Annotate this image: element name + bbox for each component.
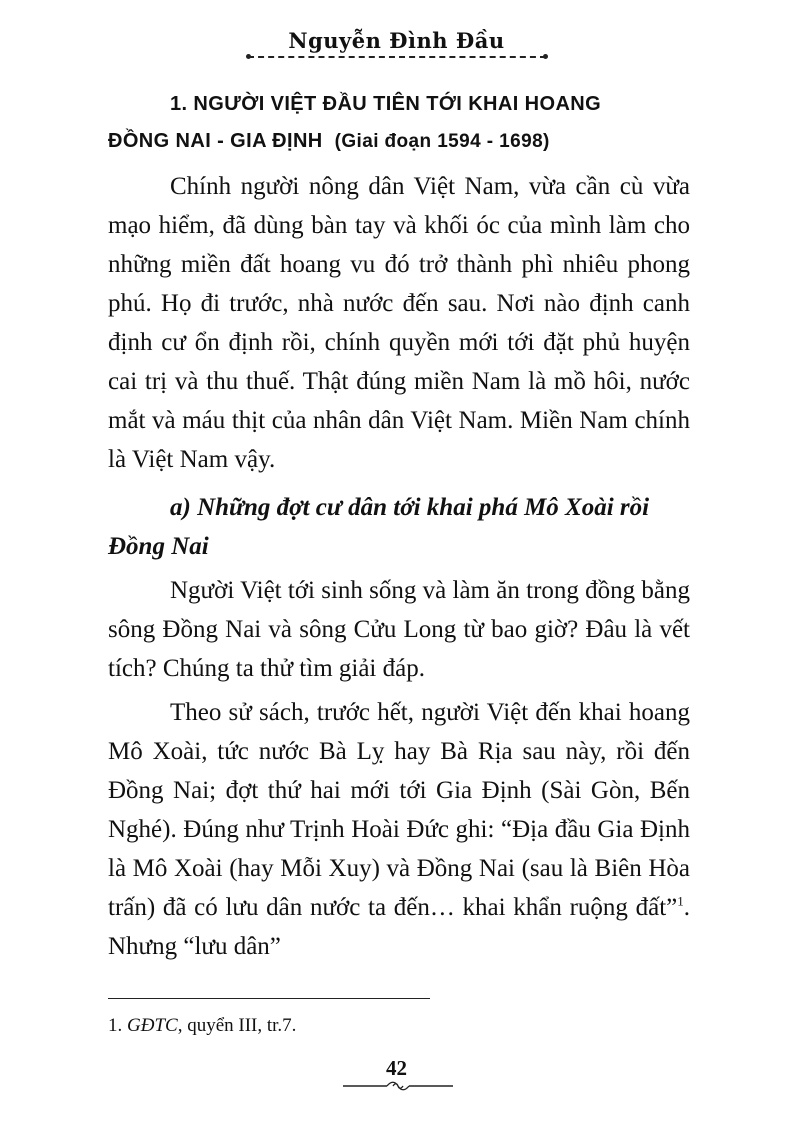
- footnote-divider: [108, 998, 430, 999]
- section-heading-place: ĐỒNG NAI - GIA ĐỊNH: [108, 130, 323, 152]
- footnote-number: 1.: [108, 1015, 123, 1036]
- section-heading: [108, 86, 698, 160]
- subsection-heading: a) Những đợt cư dân tới khai phá Mô Xoài rồi Đồng Nai: [108, 494, 650, 560]
- page-ornament-icon: [343, 1081, 453, 1091]
- paragraph-question: Người Việt tới sinh sống và làm ăn trong đồng bằng sông Đồng Nai và sông Cửu Long từ bao giờ? Đâu là vết tích? Chúng ta thử tìm giải đáp.: [108, 577, 690, 682]
- paragraph-history: [108, 693, 690, 966]
- page-number: 42: [386, 1056, 407, 1080]
- running-header: Nguyễn Đình Đầu: [288, 28, 505, 53]
- section-heading-line1: 1. NGƯỜI VIỆT ĐẦU TIÊN TỚI KHAI HOANG: [170, 93, 602, 115]
- paragraph-history-tail: . Nhưng “lưu dân”: [108, 894, 690, 960]
- footnote-detail: , quyển III, tr.7.: [177, 1015, 297, 1036]
- paragraph-intro: Chính người nông dân Việt Nam, vừa cần cù vừa mạo hiểm, đã dùng bàn tay và khối óc của mình làm cho những miền đất hoang vu đó trở thành phì nhiêu phong phú. Họ đi trước, nhà nước đến sau. Nơi nào định canh định cư ổn định rồi, chính quyền mới tới đặt phủ huyện cai trị và thu thuế. Thật đúng miền Nam là mồ hôi, nước mắt và máu thịt của nhân dân Việt Nam. Miền Nam chính là Việt Nam vậy.: [108, 173, 690, 473]
- header-dashed-rule: [248, 56, 546, 58]
- paragraph-history-text: Theo sử sách, trước hết, người Việt đến khai hoang Mô Xoài, tức nước Bà Lỵ hay Bà Rịa sau này, rồi đến Đồng Nai; đợt thứ hai mới tới Gia Định (Sài Gòn, Bến Nghé). Đúng như Trịnh Hoài Đức ghi: “Địa đầu Gia Định là Mô Xoài (hay Mỗi Xuy) và Đồng Nai (sau là Biên Hòa trấn) đã có lưu dân nước ta đến… khai khẩn ruộng đất”: [108, 699, 690, 921]
- footnote-reference: 1: [677, 893, 684, 909]
- section-heading-period: (Giai đoạn 1594 - 1698): [334, 131, 550, 152]
- footnote-source: GĐTC: [127, 1015, 178, 1036]
- footnote: [108, 1014, 690, 1038]
- section-heading-line2: [108, 123, 698, 160]
